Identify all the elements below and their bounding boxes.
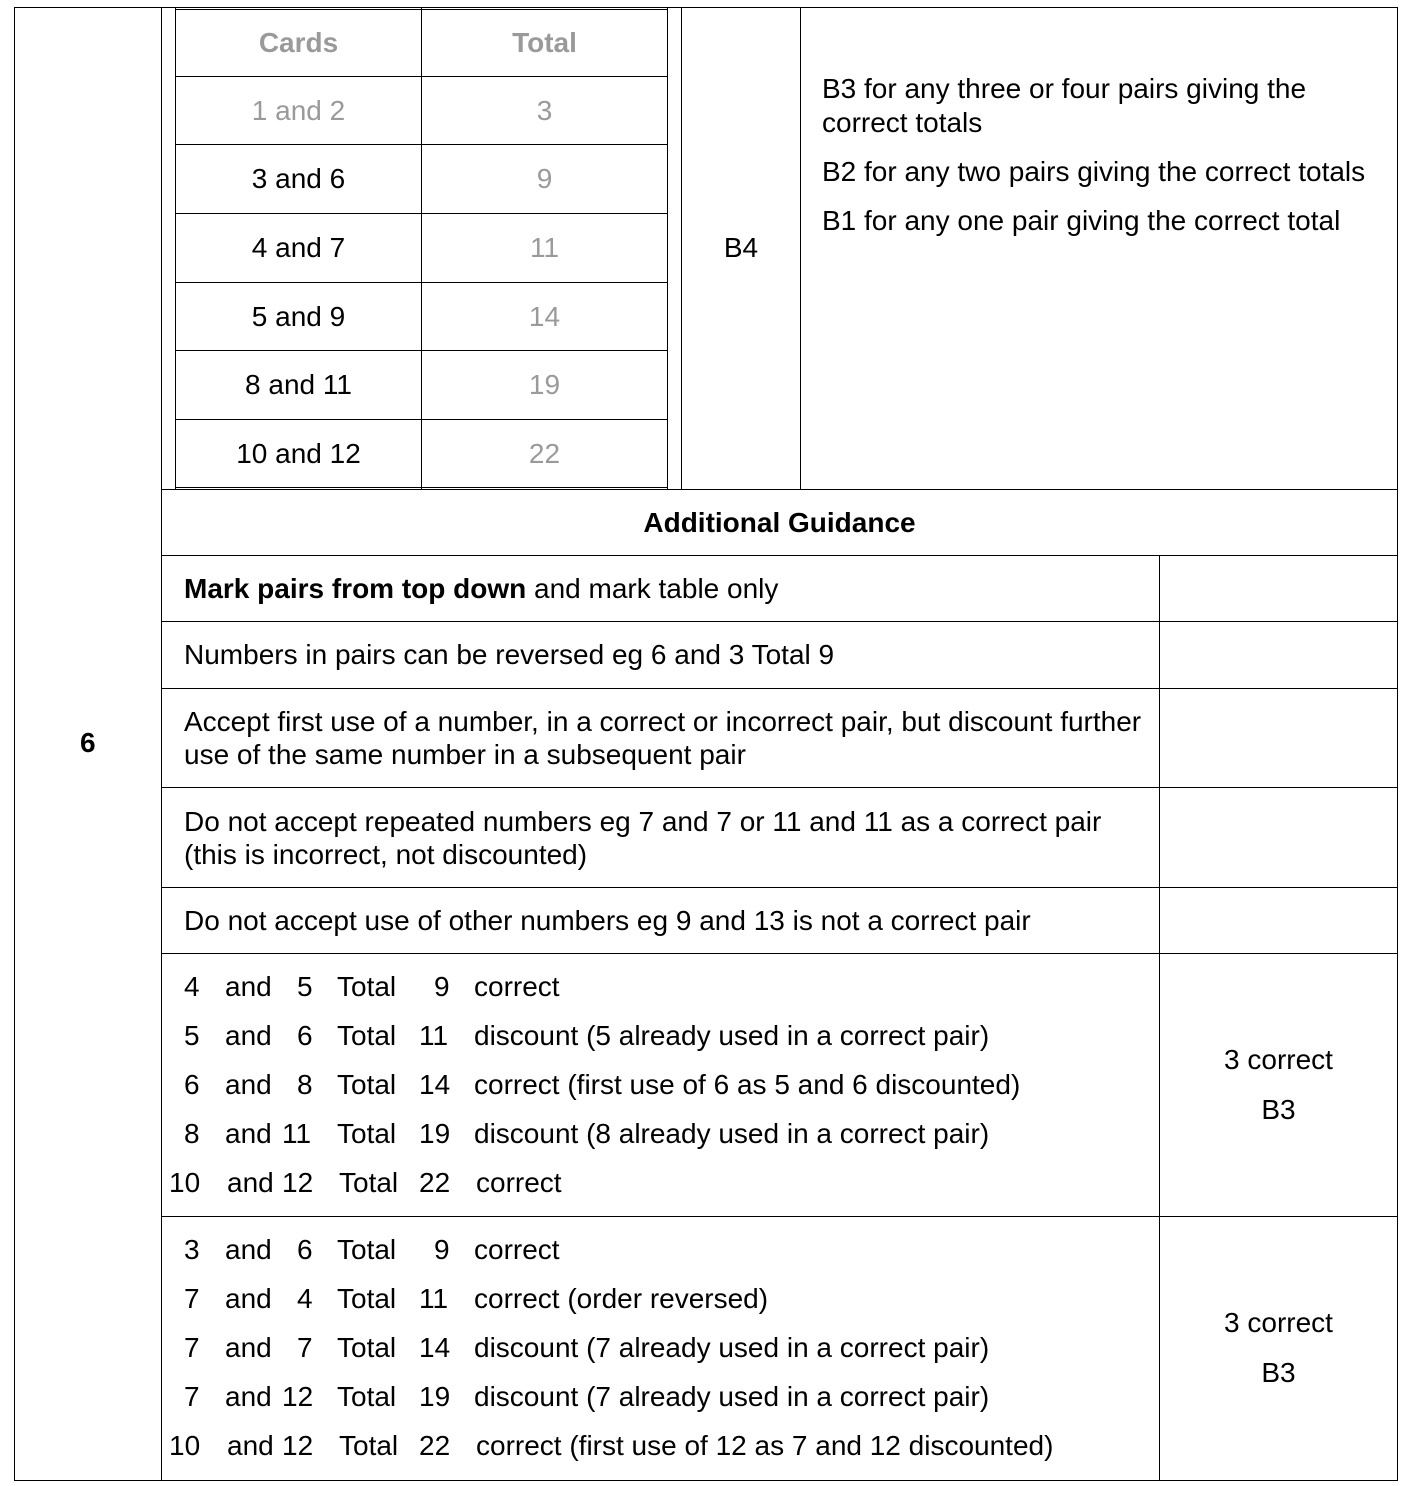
example-line bbox=[0, 1328, 1150, 1368]
example-line bbox=[0, 967, 1150, 1007]
example-line bbox=[0, 1279, 1150, 1319]
guidance-row: Do not accept use of other numbers eg 9 and 13 is not a correct pair bbox=[184, 905, 1031, 936]
example-line bbox=[0, 1114, 1150, 1154]
cards-cell: 4 and 7 bbox=[251, 232, 346, 263]
guidance-rule bbox=[161, 621, 1398, 622]
cards-cell: 1 and 2 bbox=[251, 94, 346, 126]
header-cards: Cards bbox=[258, 27, 339, 58]
example-result: 3 correct bbox=[1224, 1307, 1333, 1338]
mark-note-b1: B1 for any one pair giving the correct total bbox=[822, 205, 1341, 236]
pair-a: 3 bbox=[184, 1234, 200, 1265]
outer-right-border bbox=[1397, 7, 1398, 1481]
total-cell: 19 bbox=[528, 369, 561, 400]
mark-value: B4 bbox=[723, 232, 759, 263]
guidance-rule bbox=[161, 787, 1398, 788]
example-line bbox=[0, 1377, 1150, 1417]
guidance-rule bbox=[161, 688, 1398, 689]
guidance-row bbox=[184, 573, 778, 605]
pair-total: 19 bbox=[419, 1118, 451, 1149]
guidance-row: Do not accept repeated numbers eg 7 and 7 or 11 and 11 as a correct pair (this is incorrect, not discounted) bbox=[184, 806, 1102, 870]
total-cell: 11 bbox=[529, 232, 560, 263]
pair-comment: correct (order reversed) bbox=[474, 1283, 769, 1314]
guidance-row: Numbers in pairs can be reversed eg 6 and 3 Total 9 bbox=[184, 639, 835, 670]
pair-comment: discount (7 already used in a correct pair) bbox=[474, 1381, 990, 1412]
pair-b: 12 bbox=[282, 1381, 314, 1412]
pair-a: 5 bbox=[184, 1020, 200, 1051]
answer-table-bottom bbox=[175, 487, 668, 488]
pair-and: and bbox=[225, 971, 272, 1002]
pair-b: 8 bbox=[297, 1069, 313, 1100]
pair-total-label: Total bbox=[337, 1118, 397, 1149]
pair-total: 14 bbox=[419, 1069, 451, 1100]
example-mark: B3 bbox=[1261, 1094, 1296, 1125]
pair-comment: correct (first use of 12 as 7 and 12 discounted) bbox=[476, 1430, 1054, 1461]
cards-cell: 3 and 6 bbox=[251, 163, 346, 194]
pair-comment: discount (7 already used in a correct pair) bbox=[474, 1332, 990, 1363]
header-total: Total bbox=[512, 27, 577, 58]
guidance-text: and mark table only bbox=[526, 573, 779, 604]
guidance-rule bbox=[161, 953, 1398, 954]
question-number: 6 bbox=[80, 727, 96, 758]
pair-comment: correct bbox=[474, 1234, 560, 1265]
pair-comment: discount (8 already used in a correct pair) bbox=[474, 1118, 990, 1149]
answer-table-right bbox=[667, 7, 668, 489]
pair-comment: correct bbox=[474, 971, 560, 1002]
guidance-row: Accept first use of a number, in a correct or incorrect pair, but discount further use of the same number in a subsequent pair bbox=[184, 706, 1142, 770]
guidance-rule bbox=[161, 555, 1398, 556]
pair-a: 6 bbox=[184, 1069, 200, 1100]
pair-and: and bbox=[225, 1332, 272, 1363]
pair-total: 11 bbox=[419, 1283, 449, 1314]
pair-and: and bbox=[225, 1234, 272, 1265]
cards-cell: 8 and 11 bbox=[245, 369, 352, 400]
cards-cell: 10 and 12 bbox=[236, 437, 361, 469]
total-cell: 3 bbox=[536, 94, 553, 126]
pair-total-label: Total bbox=[337, 1069, 397, 1100]
guidance-heading: Additional Guidance bbox=[643, 506, 916, 538]
total-cell: 14 bbox=[528, 300, 561, 332]
outer-bottom-border bbox=[14, 1480, 1398, 1481]
pair-a: 7 bbox=[184, 1381, 200, 1412]
pair-total-label: Total bbox=[337, 971, 397, 1002]
pair-total: 11 bbox=[419, 1020, 449, 1051]
pair-b: 4 bbox=[297, 1283, 313, 1314]
pair-and: and bbox=[227, 1167, 274, 1198]
pair-comment: correct (first use of 6 as 5 and 6 discounted) bbox=[474, 1069, 1021, 1100]
pair-and: and bbox=[225, 1020, 272, 1051]
pair-and: and bbox=[227, 1430, 274, 1461]
pair-total-label: Total bbox=[337, 1020, 397, 1051]
pair-total: 9 bbox=[434, 971, 450, 1002]
example-mark: B3 bbox=[1261, 1357, 1296, 1388]
guidance-rule bbox=[161, 887, 1398, 888]
pair-total: 14 bbox=[419, 1332, 451, 1363]
pair-total: 19 bbox=[419, 1381, 451, 1412]
pair-total-label: Total bbox=[337, 1381, 397, 1412]
example-line bbox=[0, 1016, 1150, 1056]
pair-total: 22 bbox=[419, 1430, 451, 1461]
pair-b: 7 bbox=[297, 1332, 313, 1363]
mark-column-right bbox=[800, 7, 801, 489]
pair-b: 6 bbox=[297, 1234, 313, 1265]
pair-comment: correct bbox=[476, 1167, 562, 1198]
pair-total-label: Total bbox=[337, 1283, 397, 1314]
guidance-bold-text: Mark pairs from top down bbox=[184, 573, 527, 604]
pair-total: 22 bbox=[419, 1167, 451, 1198]
guidance-mark-divider bbox=[1159, 555, 1160, 1481]
cards-cell: 5 and 9 bbox=[251, 300, 346, 332]
pair-b: 6 bbox=[297, 1020, 313, 1051]
pair-total-label: Total bbox=[337, 1234, 397, 1265]
outer-top-border bbox=[14, 7, 1398, 8]
pair-and: and bbox=[225, 1118, 272, 1149]
pair-total-label: Total bbox=[337, 1332, 397, 1363]
example-line bbox=[0, 1230, 1150, 1270]
example-line bbox=[0, 1426, 1150, 1466]
pair-a: 10 bbox=[169, 1430, 201, 1461]
pair-comment: discount (5 already used in a correct pair) bbox=[474, 1020, 990, 1051]
pair-a: 8 bbox=[184, 1118, 200, 1149]
pair-a: 10 bbox=[169, 1167, 201, 1198]
pair-and: and bbox=[225, 1069, 272, 1100]
mark-note-b3: B3 for any three or four pairs giving the correct totals bbox=[822, 73, 1307, 138]
pair-a: 7 bbox=[184, 1332, 200, 1363]
example-result: 3 correct bbox=[1224, 1044, 1333, 1075]
pair-a: 7 bbox=[184, 1283, 200, 1314]
pair-total-label: Total bbox=[339, 1167, 399, 1198]
pair-total-label: Total bbox=[339, 1430, 399, 1461]
pair-and: and bbox=[225, 1381, 272, 1412]
mark-note-b2: B2 for any two pairs giving the correct totals bbox=[822, 156, 1366, 187]
pair-and: and bbox=[225, 1283, 272, 1314]
total-cell: 22 bbox=[528, 437, 561, 469]
pair-total: 9 bbox=[434, 1234, 450, 1265]
pair-b: 5 bbox=[297, 971, 313, 1002]
guidance-rule bbox=[161, 1216, 1398, 1217]
pair-b: 12 bbox=[282, 1430, 314, 1461]
total-cell: 9 bbox=[536, 163, 553, 194]
pair-b: 12 bbox=[282, 1167, 314, 1198]
example-line bbox=[0, 1163, 1150, 1203]
pair-b: 11 bbox=[282, 1118, 312, 1149]
example-line bbox=[0, 1065, 1150, 1105]
pair-a: 4 bbox=[184, 971, 200, 1002]
